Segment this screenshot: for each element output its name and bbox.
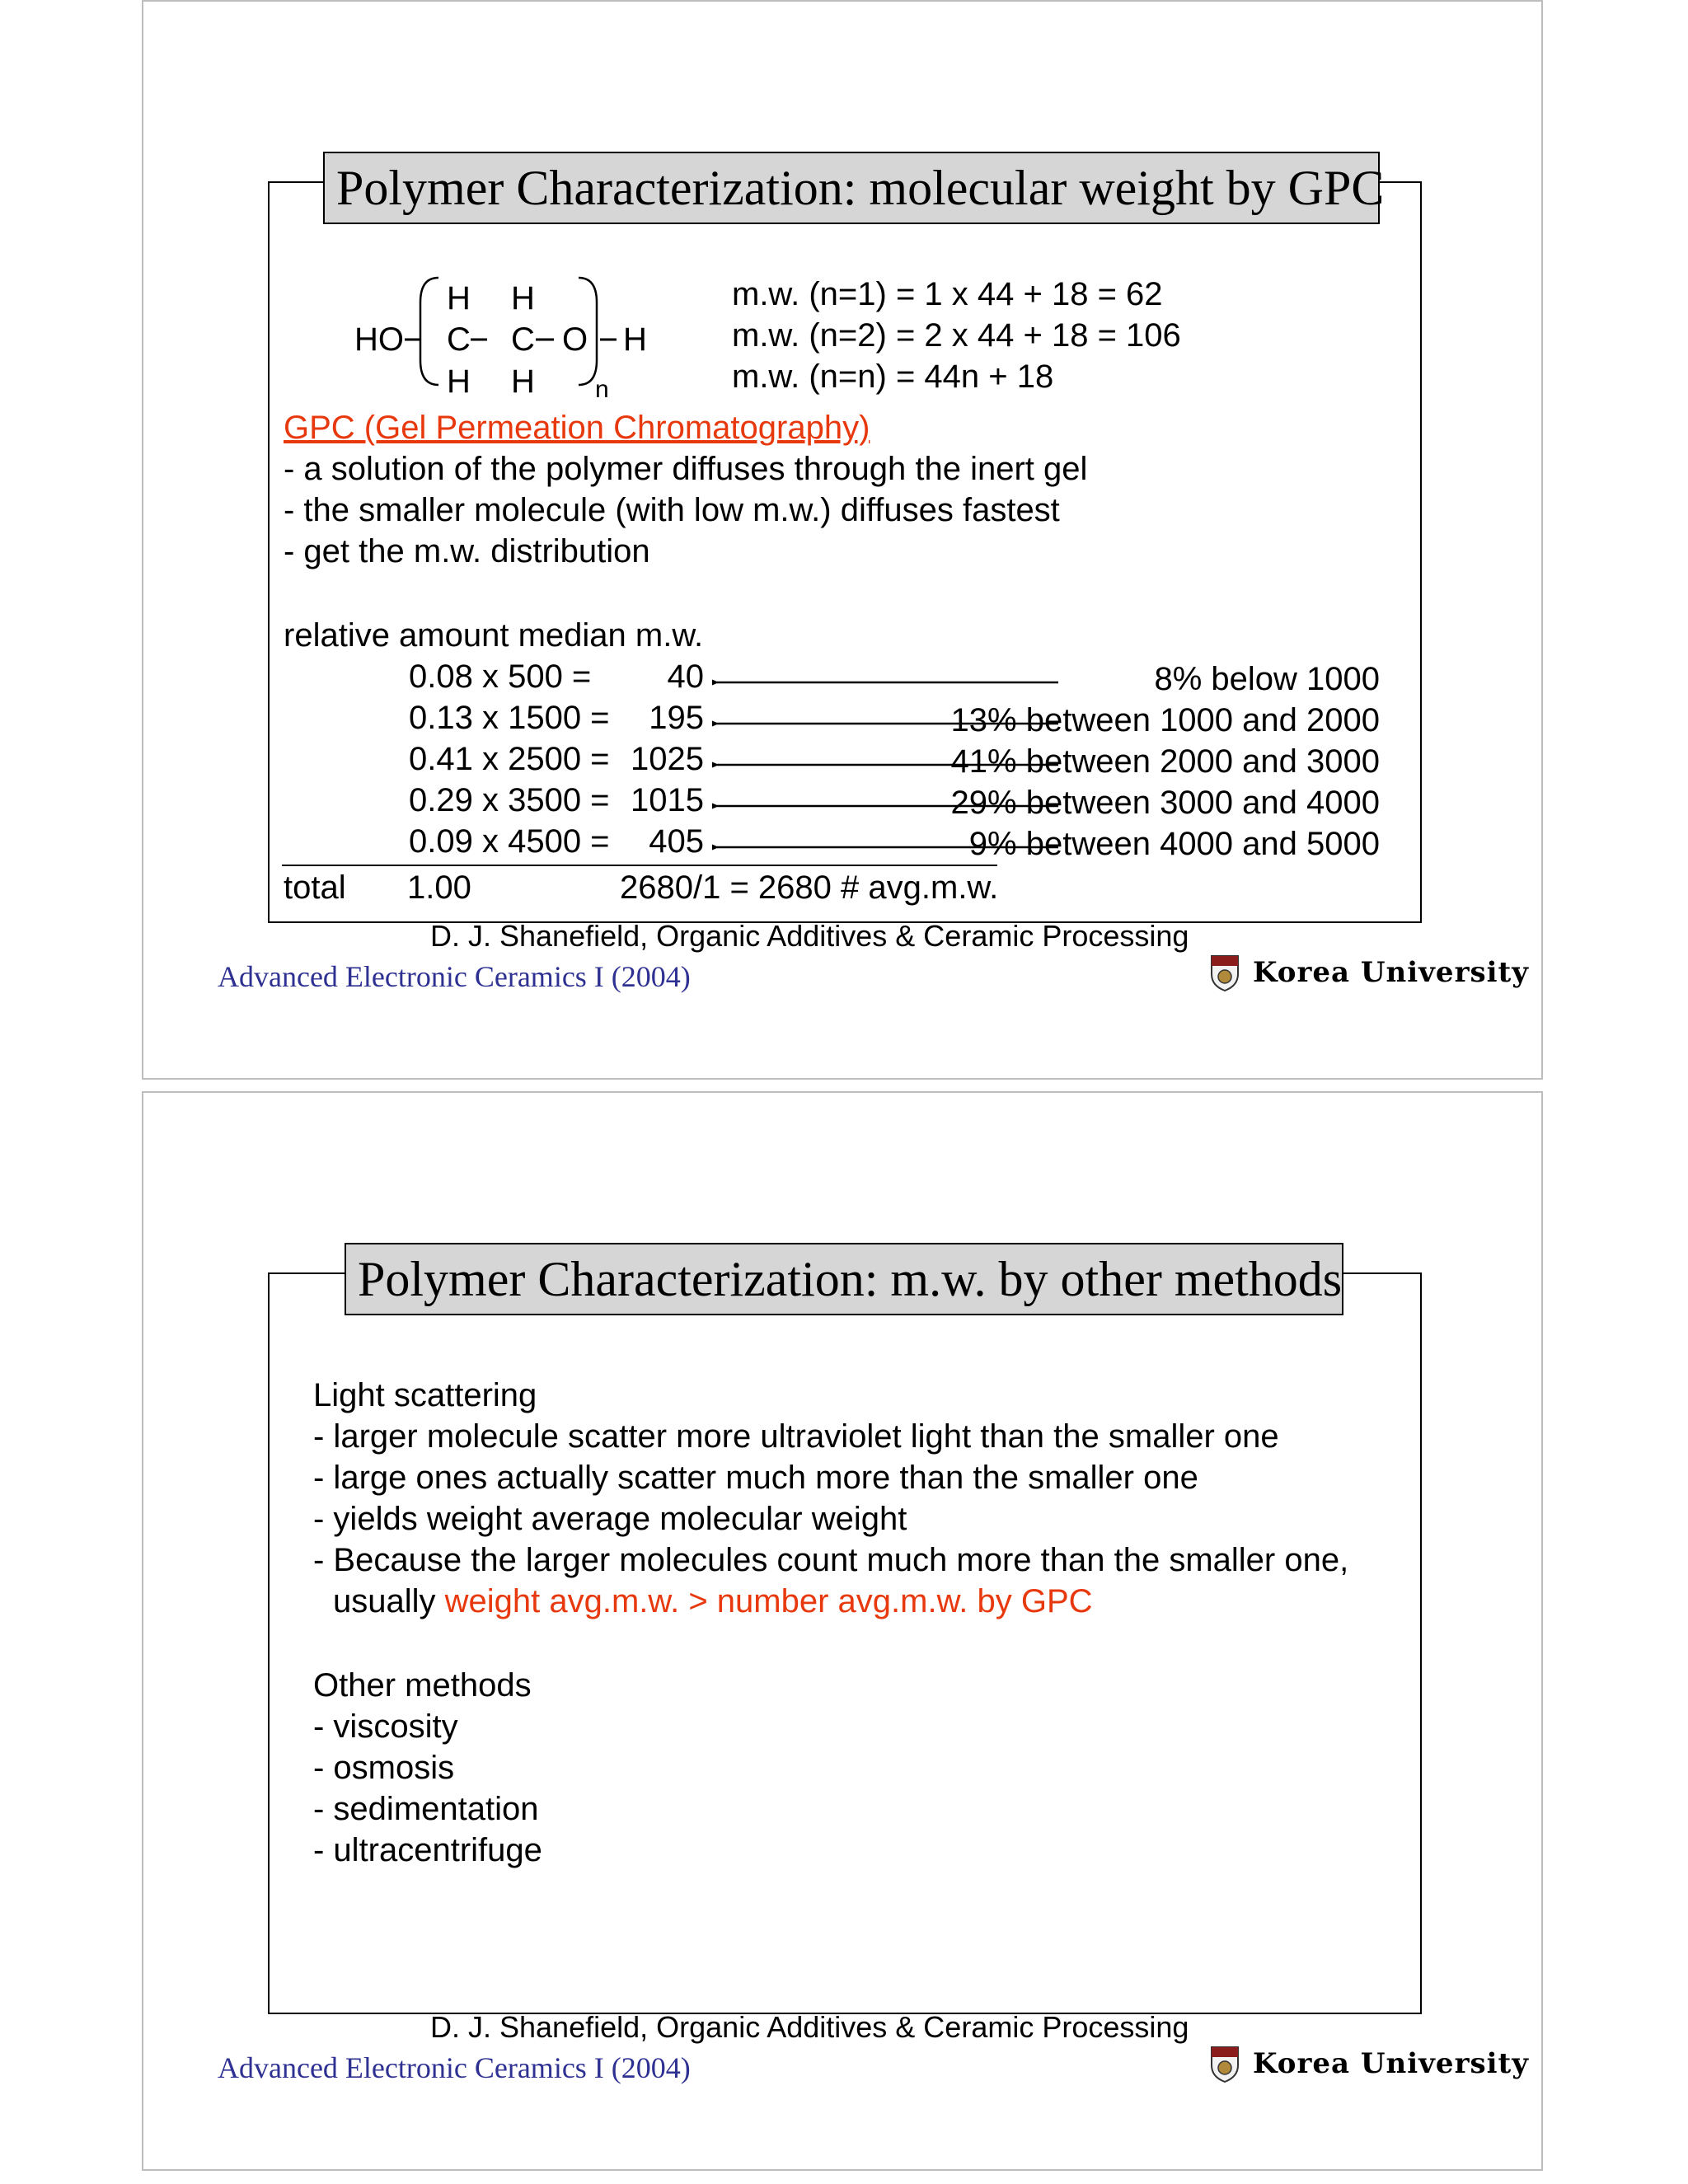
other-methods-heading: Other methods bbox=[313, 1667, 532, 1704]
usually-prefix: usually bbox=[333, 1583, 436, 1619]
university-name: Korea University bbox=[1253, 2047, 1529, 2080]
row-4-result: 1015 bbox=[631, 782, 704, 818]
total-divider bbox=[282, 865, 997, 866]
row-4-calc: 0.29 x 3500 = bbox=[409, 782, 610, 818]
total-label: total bbox=[284, 869, 346, 906]
row-2-calc: 0.13 x 1500 = bbox=[409, 700, 610, 736]
light-bullet-2: - large ones actually scatter much more than the smaller one bbox=[313, 1460, 1198, 1496]
row-1-result: 40 bbox=[667, 658, 704, 695]
formula-h-bot-1: H bbox=[447, 363, 471, 400]
other-bullet-1: - viscosity bbox=[313, 1708, 458, 1745]
light-bullet-4: - Because the larger molecules count much more than the smaller one, bbox=[313, 1542, 1349, 1578]
gpc-heading: GPC (Gel Permeation Chromatography) bbox=[284, 410, 870, 446]
usually-line bbox=[333, 1581, 1093, 1622]
university-seal-icon bbox=[1208, 2044, 1241, 2083]
university-seal-icon bbox=[1208, 953, 1241, 992]
formula-c2: C bbox=[511, 321, 535, 358]
row-3-calc: 0.41 x 2500 = bbox=[409, 741, 610, 777]
citation: D. J. Shanefield, Organic Additives & Ceramic Processing bbox=[430, 919, 1189, 953]
usually-highlight: weight avg.m.w. > number avg.m.w. by GPC bbox=[444, 1583, 1093, 1619]
light-scattering-heading: Light scattering bbox=[313, 1377, 537, 1413]
formula-n-subscript: n bbox=[595, 376, 609, 403]
citation: D. J. Shanefield, Organic Additives & Ceramic Processing bbox=[430, 2010, 1189, 2044]
mw-line-2: m.w. (n=2) = 2 x 44 + 18 = 106 bbox=[732, 317, 1181, 354]
slide-1 bbox=[142, 0, 1543, 1080]
formula-h-end: H bbox=[623, 321, 647, 358]
other-bullet-3: - sedimentation bbox=[313, 1791, 539, 1827]
row-4-desc: 29% between 3000 and 4000 bbox=[950, 785, 1380, 821]
total-value: 1.00 bbox=[407, 869, 471, 906]
university-name: Korea University bbox=[1253, 956, 1529, 989]
row-1-calc: 0.08 x 500 = bbox=[409, 658, 592, 695]
row-1-desc: 8% below 1000 bbox=[1154, 661, 1380, 697]
slide-2 bbox=[142, 1091, 1543, 2171]
row-3-desc: 41% between 2000 and 3000 bbox=[950, 743, 1380, 780]
formula-c1: C bbox=[447, 321, 471, 358]
formula-ho: HO bbox=[354, 321, 404, 358]
row-3-result: 1025 bbox=[631, 741, 704, 777]
formula-h-top-2: H bbox=[511, 280, 535, 316]
other-bullet-4: - ultracentrifuge bbox=[313, 1832, 542, 1868]
light-bullet-1: - larger molecule scatter more ultraviolet light than the smaller one bbox=[313, 1418, 1279, 1455]
row-5-result: 405 bbox=[649, 823, 704, 860]
row-2-result: 195 bbox=[649, 700, 704, 736]
other-bullet-2: - osmosis bbox=[313, 1750, 455, 1786]
mw-line-3: m.w. (n=n) = 44n + 18 bbox=[732, 359, 1054, 395]
gpc-bullet-3: - get the m.w. distribution bbox=[284, 533, 650, 569]
row-5-desc: 9% between 4000 and 5000 bbox=[968, 826, 1380, 862]
formula-h-top-1: H bbox=[447, 280, 471, 316]
row-2-desc: 13% between 1000 and 2000 bbox=[950, 702, 1380, 738]
gpc-bullet-2: - the smaller molecule (with low m.w.) diffuses fastest bbox=[284, 492, 1060, 528]
course-name: Advanced Electronic Ceramics I (2004) bbox=[218, 960, 691, 993]
gpc-bullet-1: - a solution of the polymer diffuses through the inert gel bbox=[284, 451, 1088, 487]
light-bullet-3: - yields weight average molecular weight bbox=[313, 1501, 907, 1537]
table-header: relative amount median m.w. bbox=[284, 617, 704, 654]
row-5-calc: 0.09 x 4500 = bbox=[409, 823, 610, 860]
mw-line-1: m.w. (n=1) = 1 x 44 + 18 = 62 bbox=[732, 276, 1163, 312]
formula-h-bot-2: H bbox=[511, 363, 535, 400]
slide-title: Polymer Characterization: m.w. by other methods bbox=[345, 1243, 1343, 1315]
arrows-group bbox=[712, 661, 1067, 859]
slide-title: Polymer Characterization: molecular weight by GPC bbox=[323, 152, 1380, 224]
formula-o: O bbox=[562, 321, 588, 358]
total-result: 2680/1 = 2680 # avg.m.w. bbox=[620, 869, 999, 906]
course-name: Advanced Electronic Ceramics I (2004) bbox=[218, 2051, 691, 2084]
formula-bonds-brackets bbox=[391, 269, 654, 393]
